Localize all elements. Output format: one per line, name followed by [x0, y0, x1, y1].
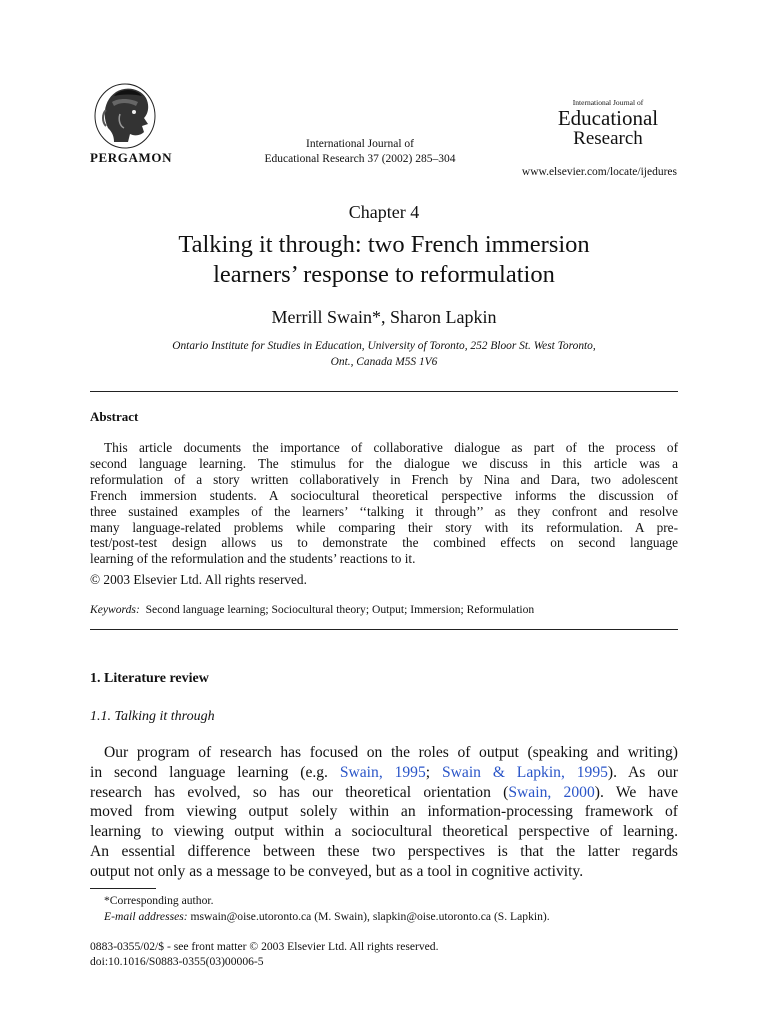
abstract-line: learning of the reformulation and the students’ reactions to it. — [90, 551, 416, 567]
article-title — [0, 230, 768, 290]
body-line: research has evolved, so has our theoretical orientation (Swain, 2000). We have — [90, 783, 678, 801]
body-line: moved from viewing output solely within an information-processing framework of — [90, 803, 678, 821]
body-paragraph — [90, 743, 678, 882]
affiliation — [100, 339, 668, 370]
journal-brand — [538, 98, 678, 149]
title-line-2: learners’ response to reformulation — [213, 261, 555, 288]
subsection-heading: 1.1. Talking it through — [90, 709, 215, 724]
affiliation-line-2: Ont., Canada M5S 1V6 — [330, 355, 438, 368]
citation-link-swain-2000[interactable]: Swain, 2000 — [508, 783, 595, 801]
body-line: output not only as a message to be conveyed, but as a tool in cognitive activity. — [90, 862, 584, 880]
footnote-divider — [90, 888, 156, 889]
citation-link-swain-lapkin-1995[interactable]: Swain & Lapkin, 1995 — [441, 763, 608, 781]
body-line: learning to viewing output within a sociocultural theoretical perspective of learning. — [90, 823, 678, 841]
chapter-label: Chapter 4 — [348, 202, 420, 222]
body-line: in second language learning (e.g. Swain, 1995; Swain & Lapkin, 1995). As our — [90, 763, 678, 781]
footnote-emails — [104, 910, 550, 923]
publisher-logo-icon — [90, 80, 160, 152]
keywords-list: Second language learning; Sociocultural theory; Output; Immersion; Reformulation — [145, 603, 535, 616]
email-addresses: mswain@oise.utoronto.ca (M. Swain), slapkin@oise.utoronto.ca (S. Lapkin). — [187, 910, 550, 923]
doi-line: doi:10.1016/S0883-0355(03)00006-5 — [90, 955, 264, 968]
abstract-body — [90, 440, 678, 567]
body-line: Our program of research has focused on the roles of output (speaking and writing) — [104, 744, 678, 761]
abstract-line: reformulation of a story written collaboratively in French by Nina and Dara, two adolescent — [90, 471, 678, 487]
brand-line-2: Research — [573, 128, 643, 149]
keywords — [90, 603, 534, 616]
issn-line: 0883-0355/02/$ - see front matter © 2003 Elsevier Ltd. All rights reserved. — [90, 940, 439, 953]
abstract-line: many language-related problems while comparing their story with its reformulation. A pre- — [90, 519, 678, 535]
body-line: An essential difference between these two perspectives is that the latter regards — [90, 842, 678, 860]
section-heading: 1. Literature review — [90, 671, 209, 686]
abstract-heading: Abstract — [90, 409, 139, 424]
brand-small-text: International Journal of — [572, 98, 644, 107]
abstract-line: test/post-test design allows us to demonstrate the combined effects on second language — [90, 535, 678, 551]
author-list: Merrill Swain*, Sharon Lapkin — [271, 307, 497, 327]
abstract-top-divider — [90, 391, 678, 392]
abstract-bottom-divider — [90, 629, 678, 630]
journal-citation — [250, 137, 470, 167]
footnote-corresponding: *Corresponding author. — [104, 894, 214, 907]
citation-line-2: Educational Research 37 (2002) 285–304 — [264, 153, 456, 165]
publisher-name: PERGAMON — [90, 150, 173, 165]
keywords-label: Keywords: — [90, 603, 140, 616]
affiliation-line-1: Ontario Institute for Studies in Education, University of Toronto, 252 Bloor St. West Toronto, — [172, 340, 596, 352]
citation-link-swain-1995[interactable]: Swain, 1995 — [339, 763, 426, 781]
abstract-line: second language learning. The stimulus for the dialogue we discuss in this article was a — [90, 455, 678, 471]
citation-line-1: International Journal of — [306, 138, 414, 150]
email-label: E-mail addresses: — [104, 910, 188, 923]
abstract-line: French immersion students. A sociocultural theoretical perspective informs the discussion of — [90, 487, 678, 503]
abstract-copyright: © 2003 Elsevier Ltd. All rights reserved. — [90, 572, 307, 587]
abstract-line: three sustained examples of the learners’ ‘‘talking it through’’ as they confront and resolve — [90, 503, 678, 519]
title-line-1: Talking it through: two French immersion — [178, 231, 590, 258]
journal-url-link[interactable]: www.elsevier.com/locate/ijedures — [521, 166, 677, 178]
brand-line-1: Educational — [557, 106, 659, 130]
abstract-line: This article documents the importance of collaborative dialogue as part of the process of — [104, 440, 678, 455]
